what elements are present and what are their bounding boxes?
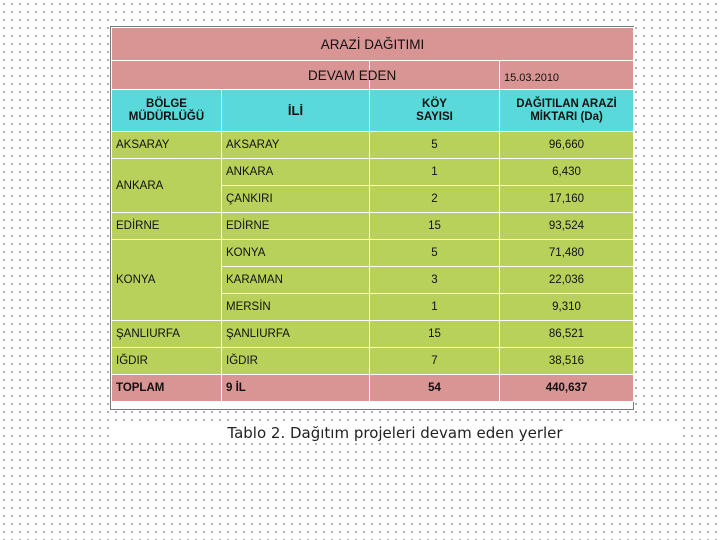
province-cell: IĞDIR xyxy=(222,348,370,375)
area-cell: 93,524 xyxy=(500,213,634,240)
area-cell: 38,516 xyxy=(500,348,634,375)
table-date: 15.03.2010 xyxy=(500,61,634,90)
province-cell: ŞANLIURFA xyxy=(222,321,370,348)
area-cell: 6,430 xyxy=(500,159,634,186)
province-cell: ANKARA xyxy=(222,159,370,186)
region-cell: KONYA xyxy=(112,240,222,321)
villages-cell: 2 xyxy=(370,186,500,213)
villages-cell: 1 xyxy=(370,159,500,186)
villages-cell: 1 xyxy=(370,294,500,321)
area-cell: 17,160 xyxy=(500,186,634,213)
header-region: BÖLGE MÜDÜRLÜĞÜ xyxy=(112,90,222,132)
total-label: TOPLAM xyxy=(112,375,222,402)
province-cell: KONYA xyxy=(222,240,370,267)
province-cell: KARAMAN xyxy=(222,267,370,294)
area-cell: 71,480 xyxy=(500,240,634,267)
total-province-count: 9 İL xyxy=(222,375,370,402)
villages-cell: 5 xyxy=(370,240,500,267)
header-distributed-area: DAĞITILAN ARAZİ MİKTARI (Da) xyxy=(500,90,634,132)
header-province: İLİ xyxy=(222,90,370,132)
villages-cell: 5 xyxy=(370,132,500,159)
villages-cell: 3 xyxy=(370,267,500,294)
table-caption: Tablo 2. Dağıtım projeleri devam eden yerler xyxy=(110,424,680,442)
province-cell: ÇANKIRI xyxy=(222,186,370,213)
area-cell: 22,036 xyxy=(500,267,634,294)
land-distribution-table xyxy=(111,27,634,402)
area-cell: 86,521 xyxy=(500,321,634,348)
villages-cell: 15 xyxy=(370,213,500,240)
area-cell: 9,310 xyxy=(500,294,634,321)
table-title: ARAZİ DAĞITIMI xyxy=(112,28,634,61)
total-villages: 54 xyxy=(370,375,500,402)
region-cell: ŞANLIURFA xyxy=(112,321,222,348)
villages-cell: 7 xyxy=(370,348,500,375)
region-cell: EDİRNE xyxy=(112,213,222,240)
area-cell: 96,660 xyxy=(500,132,634,159)
header-village-count: KÖY SAYISI xyxy=(370,90,500,132)
region-cell: IĞDIR xyxy=(112,348,222,375)
villages-cell: 15 xyxy=(370,321,500,348)
total-area: 440,637 xyxy=(500,375,634,402)
region-cell: ANKARA xyxy=(112,159,222,213)
province-cell: MERSİN xyxy=(222,294,370,321)
region-cell: AKSARAY xyxy=(112,132,222,159)
slide-frame xyxy=(110,26,634,410)
table-subtitle: DEVAM EDEN xyxy=(370,61,500,90)
province-cell: AKSARAY xyxy=(222,132,370,159)
province-cell: EDİRNE xyxy=(222,213,370,240)
